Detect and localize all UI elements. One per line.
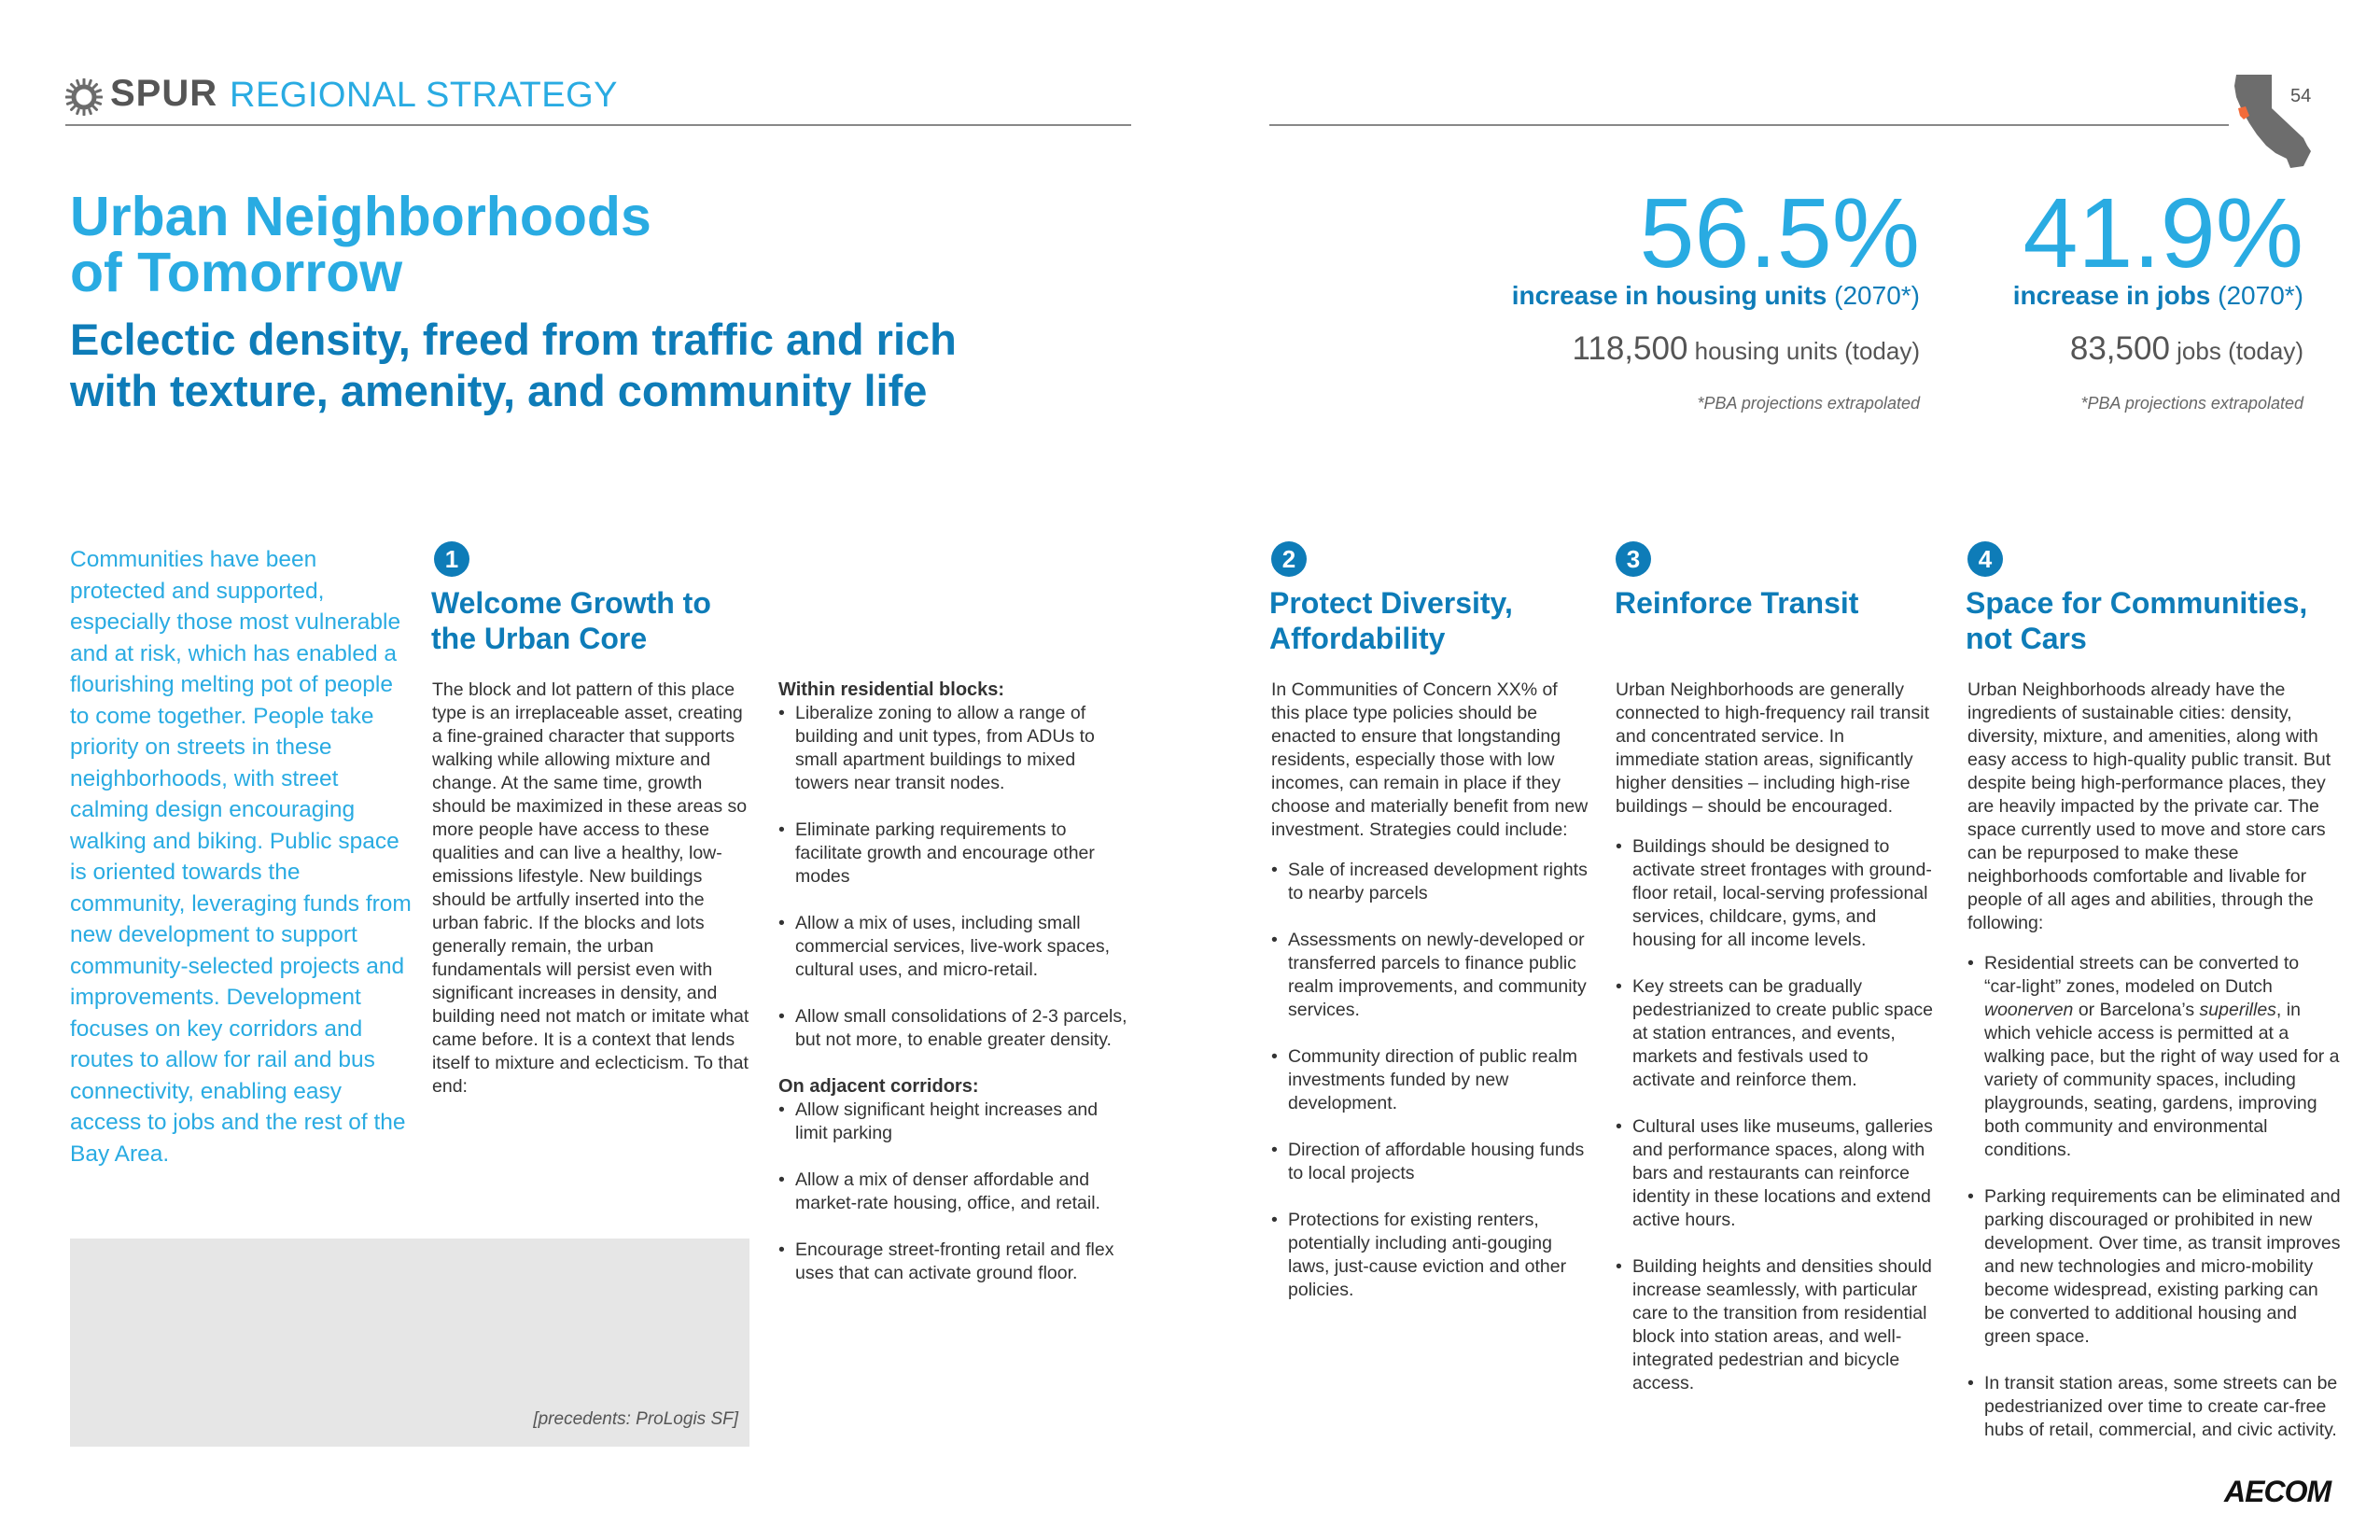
list-item: • Residential streets can be converted to “car-light” zones, modeled on Dutch woonerven or Barcelona’s superilles, in which vehicle access is permitted at a walking pace, but the right of way used for a variety of community spaces, including playgrounds, seating, gardens, improving both community and environmental conditions.	[1967, 952, 2341, 1162]
residential-heading: Within residential blocks:	[778, 679, 1005, 700]
list-item: • Parking requirements can be eliminated and parking discouraged or prohibited in new development. Over time, as transit improves and new technologies and micro-mobility become widespread, existing parking can be converted to additional housing and green space.	[1967, 1185, 2341, 1349]
page-number: 54	[2290, 86, 2312, 106]
stat-today: 118,500 housing units (today)	[1572, 330, 1920, 367]
corridor-bullets	[778, 1099, 1133, 1285]
stat-housing	[1360, 178, 1920, 413]
precedent-image-placeholder	[70, 1239, 749, 1447]
stat-label: increase in jobs (2070*)	[2012, 281, 2303, 310]
strategy-body: The block and lot pattern of this place type is an irreplaceable asset, creating a fine-grained character that supports walking while allowing mixture and change. At the same time, growth should be maximized in these areas so more people have access to these qualities and can live a healthy, low-emissions lifestyle. New buildings should be artfully inserted into the urban fabric. If the blocks and lots generally remain, the urban fundamentals will persist even with significant increases in density, and building need not match or imitate what came before. It is a context that lends itself to mixture and eclecticism. To that end:	[432, 679, 749, 1097]
list-item: • Assessments on newly-developed or transferred parcels to finance public realm improvements, and community services.	[1271, 929, 1589, 1022]
stat-jobs	[1837, 178, 2303, 413]
strategy-number-badge: 2	[1271, 541, 1307, 577]
page-subtitle	[70, 314, 1003, 416]
list-item: • Allow a mix of uses, including small commercial services, live-work spaces, cultural uses, and micro-retail.	[778, 912, 1133, 982]
list-item: • Direction of affordable housing funds to local projects	[1271, 1139, 1589, 1185]
list-item: • Eliminate parking requirements to facilitate growth and encourage other modes	[778, 819, 1133, 889]
stat-value: 56.5%	[1639, 178, 1920, 288]
page-title-line-1: Urban Neighborhoods	[70, 186, 651, 247]
list-item: • In transit station areas, some streets can be pedestrianized over time to create car-free hubs of retail, commercial, and civic activity.	[1967, 1372, 2341, 1442]
section-label: REGIONAL STRATEGY	[230, 76, 619, 115]
page-title-line-2: of Tomorrow	[70, 242, 403, 303]
stat-today: 83,500 jobs (today)	[2069, 330, 2303, 367]
header-divider-left	[65, 124, 1131, 126]
strategy-title: Space for Communities, not Cars	[1966, 586, 2308, 655]
intro-paragraph: Communities have been protected and supported, especially those most vulnerable and at risk, which has enabled a flourishing melting pot of people to come together. People take priority on streets in these neighborhoods, with street calming design encouraging walking and biking. Public space is oriented towards the community, leveraging funds from new development to support community-selected projects and improvements. Development focuses on key corridors and routes to allow for rail and bus connectivity, enabling easy access to jobs and the rest of the Bay Area.	[70, 547, 412, 1167]
list-item: • Allow small consolidations of 2-3 parcels, but not more, to enable greater density.	[778, 1005, 1133, 1052]
list-item: • Building heights and densities should increase seamlessly, with particular care to the transition from residential block into station areas, and well-integrated pedestrian and bicycle access.	[1616, 1255, 1933, 1395]
page-subtitle-line-1: Eclectic density, freed from traffic and rich	[70, 315, 957, 364]
strategy-bullets	[1271, 859, 1589, 1302]
strategy-number-badge: 4	[1967, 541, 2003, 577]
list-item: • Allow a mix of denser affordable and market-rate housing, office, and retail.	[778, 1169, 1133, 1215]
residential-bullets	[778, 702, 1133, 1052]
corridor-heading: On adjacent corridors:	[778, 1076, 979, 1097]
list-item: • Key streets can be gradually pedestrianized to create public space at station entrances, and events, markets and festivals used to activate and reinforce them.	[1616, 975, 1933, 1092]
stat-footnote: *PBA projections extrapolated	[1697, 394, 1920, 413]
list-item: • Cultural uses like museums, galleries and performance spaces, along with bars and restaurants can reinforce identity in these locations and extend active hours.	[1616, 1115, 1933, 1232]
list-item: • Community direction of public realm investments funded by new development.	[1271, 1045, 1589, 1115]
list-item: • Protections for existing renters, potentially including anti-gouging laws, just-cause eviction and other policies.	[1271, 1209, 1589, 1302]
strategy-body: Urban Neighborhoods are generally connected to high-frequency rail transit and concentrated service. In immediate station areas, significantly higher densities – including high-rise buildings – should be encouraged. • Buildings should be designed to activate street frontages with ground-floor retail, local-serving professional services, childcare, gyms, and housing for all income levels. • Key streets can be gradually pedestrianized to create public space at station entrances, and events, markets and festivals used to activate and reinforce them. • Cultural uses like museums, galleries and performance spaces, along with bars and restaurants can reinforce identity in these locations and extend active hours. • Building heights and densities should increase seamlessly, with particular care to the transition from residential block into station areas, and well-integrated pedestrian and bicycle access.	[1616, 679, 1933, 1419]
strategy-number-badge: 1	[434, 541, 469, 577]
strategy-title: Protect Diversity, Affordability	[1269, 586, 1513, 655]
page-subtitle-line-2: with texture, amenity, and community life	[70, 366, 928, 415]
header-divider-right	[1269, 124, 2229, 126]
page-title	[70, 186, 651, 303]
stat-label: increase in housing units (2070*)	[1511, 281, 1920, 310]
strategy-1-lists	[778, 679, 1133, 1309]
brand-name: SPUR	[110, 73, 218, 114]
strategy-body: In Communities of Concern XX% of this place type policies should be enacted to ensure that longstanding residents, especially those with low incomes, can remain in place if they choose and materially benefit from new investment. Strategies could include: • Sale of increased development rights to nearby parcels • Assessments on newly-developed or transferred parcels to finance public realm improvements, and community services. • Community direction of public realm investments funded by new development. • Direction of affordable housing funds to local projects • Protections for existing renters, potentially including anti-gouging laws, just-cause eviction and other policies.	[1271, 679, 1589, 1325]
strategy-title: Reinforce Transit	[1615, 586, 1859, 620]
strategy-title: Welcome Growth to the Urban Core	[431, 586, 711, 655]
stat-footnote: *PBA projections extrapolated	[2080, 394, 2303, 413]
list-item: • Liberalize zoning to allow a range of building and unit types, from ADUs to small apartment buildings to mixed towers near transit nodes.	[778, 702, 1133, 795]
strategy-bullets	[1967, 952, 2341, 1442]
stat-value: 41.9%	[2023, 178, 2303, 288]
list-item: • Buildings should be designed to activate street frontages with ground-floor retail, local-serving professional services, childcare, gyms, and housing for all income levels.	[1616, 835, 1933, 952]
aecom-logo: AECOM	[2224, 1475, 2331, 1508]
spur-logo-icon	[65, 78, 103, 116]
list-item: • Allow significant height increases and limit parking	[778, 1099, 1133, 1145]
precedent-caption: [precedents: ProLogis SF]	[533, 1409, 738, 1429]
list-item: • Encourage street-fronting retail and flex uses that can activate ground floor.	[778, 1239, 1133, 1285]
strategy-body: Urban Neighborhoods already have the ingredients of sustainable cities: density, diversity, mixture, and amenities, along with easy access to high-quality public transit. But despite being high-performance places, they are heavily impacted by the private car. The space currently used to move and store cars can be repurposed to make these neighborhoods comfortable and livable for people of all ages and abilities, through the following: • Residential streets can be converted to “car-light” zones, modeled on Dutch woonerven or Barcelona’s superilles, in which vehicle access is permitted at a walking pace, but the right of way used for a variety of community spaces, including playgrounds, seating, gardens, improving both community and environmental conditions. • Parking requirements can be eliminated and parking discouraged or prohibited in new development. Over time, as transit improves and new technologies and micro-mobility become widespread, existing parking can be converted to additional housing and green space. • In transit station areas, some streets can be pedestrianized over time to create car-free hubs of retail, commercial, and civic activity.	[1967, 679, 2341, 1465]
strategy-bullets	[1616, 835, 1933, 1395]
list-item: • Sale of increased development rights to nearby parcels	[1271, 859, 1589, 905]
strategy-number-badge: 3	[1616, 541, 1651, 577]
